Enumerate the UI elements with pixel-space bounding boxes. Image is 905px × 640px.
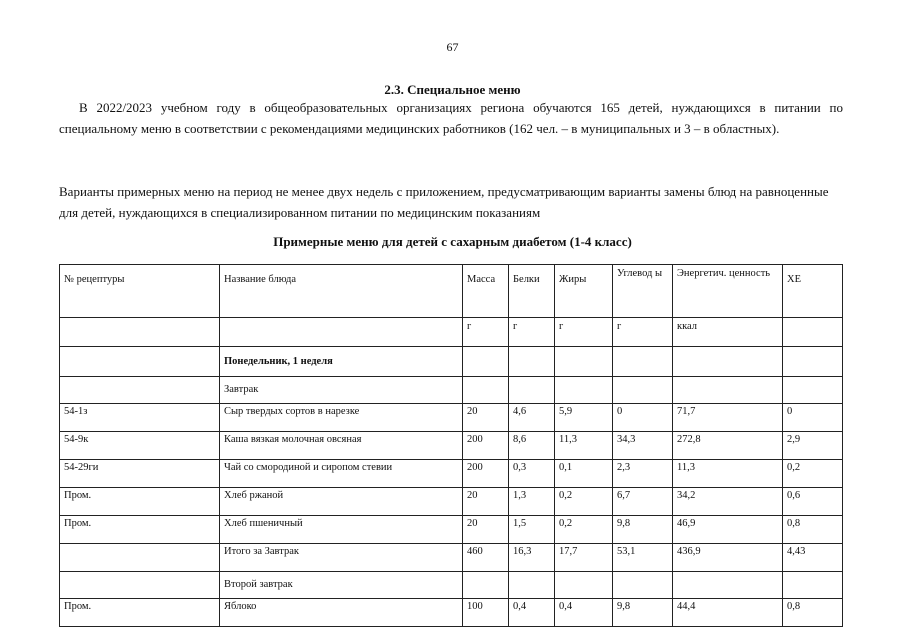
- fat-value: 11,3: [555, 432, 613, 460]
- fat-value: 0,2: [555, 488, 613, 516]
- energy-value: 71,7: [673, 404, 783, 432]
- header-name: Название блюда: [220, 265, 463, 318]
- protein-value: 0,4: [509, 599, 555, 627]
- recipe-code: Пром.: [60, 488, 220, 516]
- carbs-value: 9,8: [613, 599, 673, 627]
- meal-label-second-breakfast: Второй завтрак: [220, 572, 463, 599]
- carbs-value: 0: [613, 404, 673, 432]
- mass-value: 200: [463, 460, 509, 488]
- table-row: [60, 516, 843, 544]
- units-row: [60, 318, 843, 347]
- page-number: 67: [446, 40, 459, 54]
- empty-cell: [60, 544, 220, 572]
- recipe-code: 54-29ги: [60, 460, 220, 488]
- xe-value: 0,8: [783, 599, 843, 627]
- empty-cell: [509, 377, 555, 404]
- table-header-row: [60, 265, 843, 318]
- menu-table: [59, 264, 843, 627]
- total-row-breakfast: [60, 544, 843, 572]
- carbs-value: 9,8: [613, 516, 673, 544]
- meal-row: [60, 377, 843, 404]
- unit-carbs: г: [613, 318, 673, 347]
- meal-label-breakfast: Завтрак: [220, 377, 463, 404]
- dish-name: Сыр твердых сортов в нарезке: [220, 404, 463, 432]
- empty-cell: [60, 377, 220, 404]
- dish-name: Хлеб пшеничный: [220, 516, 463, 544]
- protein-value: 1,5: [509, 516, 555, 544]
- recipe-code: 54-1з: [60, 404, 220, 432]
- empty-cell: [60, 572, 220, 599]
- xe-value: 2,9: [783, 432, 843, 460]
- protein-value: 1,3: [509, 488, 555, 516]
- total-carbs: 53,1: [613, 544, 673, 572]
- protein-value: 8,6: [509, 432, 555, 460]
- energy-value: 11,3: [673, 460, 783, 488]
- empty-cell: [783, 347, 843, 377]
- carbs-value: 6,7: [613, 488, 673, 516]
- empty-cell: [673, 347, 783, 377]
- header-recipe: № рецептуры: [60, 265, 220, 318]
- empty-cell: [60, 347, 220, 377]
- section-title: 2.3. Специальное меню: [384, 82, 521, 97]
- energy-value: 44,4: [673, 599, 783, 627]
- mass-value: 200: [463, 432, 509, 460]
- unit-protein: г: [509, 318, 555, 347]
- intro-paragraph: В 2022/2023 учебном году в общеобразовательных организациях региона обучаются 165 детей, нуждающихся в питании по специальному меню в соответствии с рекомендациями медицинских работников (162 чел. – в муниципальных и 3 – в областных).: [59, 100, 843, 136]
- total-mass: 460: [463, 544, 509, 572]
- empty-cell: [673, 572, 783, 599]
- table-title: Примерные меню для детей с сахарным диабетом (1-4 класс): [273, 234, 632, 249]
- mass-value: 20: [463, 516, 509, 544]
- day-label: Понедельник, 1 неделя: [220, 347, 463, 377]
- unit-mass: г: [463, 318, 509, 347]
- table-row: [60, 432, 843, 460]
- empty-cell: [509, 572, 555, 599]
- dish-name: Яблоко: [220, 599, 463, 627]
- fat-value: 5,9: [555, 404, 613, 432]
- energy-value: 46,9: [673, 516, 783, 544]
- units-cell: [783, 318, 843, 347]
- protein-value: 0,3: [509, 460, 555, 488]
- fat-value: 0,4: [555, 599, 613, 627]
- empty-cell: [613, 572, 673, 599]
- mass-value: 20: [463, 488, 509, 516]
- fat-value: 0,1: [555, 460, 613, 488]
- fat-value: 0,2: [555, 516, 613, 544]
- empty-cell: [613, 347, 673, 377]
- empty-cell: [463, 377, 509, 404]
- energy-value: 34,2: [673, 488, 783, 516]
- xe-value: 0,2: [783, 460, 843, 488]
- protein-value: 4,6: [509, 404, 555, 432]
- recipe-code: Пром.: [60, 599, 220, 627]
- header-protein: Белки: [509, 265, 555, 318]
- xe-value: 0,6: [783, 488, 843, 516]
- units-cell: [220, 318, 463, 347]
- xe-value: 0,8: [783, 516, 843, 544]
- empty-cell: [783, 572, 843, 599]
- header-fat: Жиры: [555, 265, 613, 318]
- carbs-value: 34,3: [613, 432, 673, 460]
- total-energy: 436,9: [673, 544, 783, 572]
- dish-name: Чай со смородиной и сиропом стевии: [220, 460, 463, 488]
- energy-value: 272,8: [673, 432, 783, 460]
- total-label: Итого за Завтрак: [220, 544, 463, 572]
- mass-value: 20: [463, 404, 509, 432]
- total-xe: 4,43: [783, 544, 843, 572]
- header-carbs: Углевод ы: [613, 265, 673, 318]
- empty-cell: [555, 377, 613, 404]
- empty-cell: [463, 572, 509, 599]
- table-row: [60, 404, 843, 432]
- units-cell: [60, 318, 220, 347]
- xe-value: 0: [783, 404, 843, 432]
- menu-variants-paragraph: Варианты примерных меню на период не менее двух недель с приложением, предусматривающим варианты замены блюд на равноценные для детей, нуждающихся в специализированном питании по медицинским показаниям: [59, 184, 829, 220]
- recipe-code: 54-9к: [60, 432, 220, 460]
- total-fat: 17,7: [555, 544, 613, 572]
- dish-name: Хлеб ржаной: [220, 488, 463, 516]
- table-row: [60, 460, 843, 488]
- table-row: [60, 488, 843, 516]
- empty-cell: [555, 572, 613, 599]
- empty-cell: [555, 347, 613, 377]
- header-xe: ХЕ: [783, 265, 843, 318]
- empty-cell: [509, 347, 555, 377]
- mass-value: 100: [463, 599, 509, 627]
- recipe-code: Пром.: [60, 516, 220, 544]
- day-row: [60, 347, 843, 377]
- unit-fat: г: [555, 318, 613, 347]
- empty-cell: [673, 377, 783, 404]
- header-energy: Энергетич. ценность: [673, 265, 783, 318]
- unit-energy: ккал: [673, 318, 783, 347]
- meal-row: [60, 572, 843, 599]
- empty-cell: [613, 377, 673, 404]
- empty-cell: [783, 377, 843, 404]
- empty-cell: [463, 347, 509, 377]
- total-protein: 16,3: [509, 544, 555, 572]
- table-row: [60, 599, 843, 627]
- dish-name: Каша вязкая молочная овсяная: [220, 432, 463, 460]
- carbs-value: 2,3: [613, 460, 673, 488]
- header-mass: Масса: [463, 265, 509, 318]
